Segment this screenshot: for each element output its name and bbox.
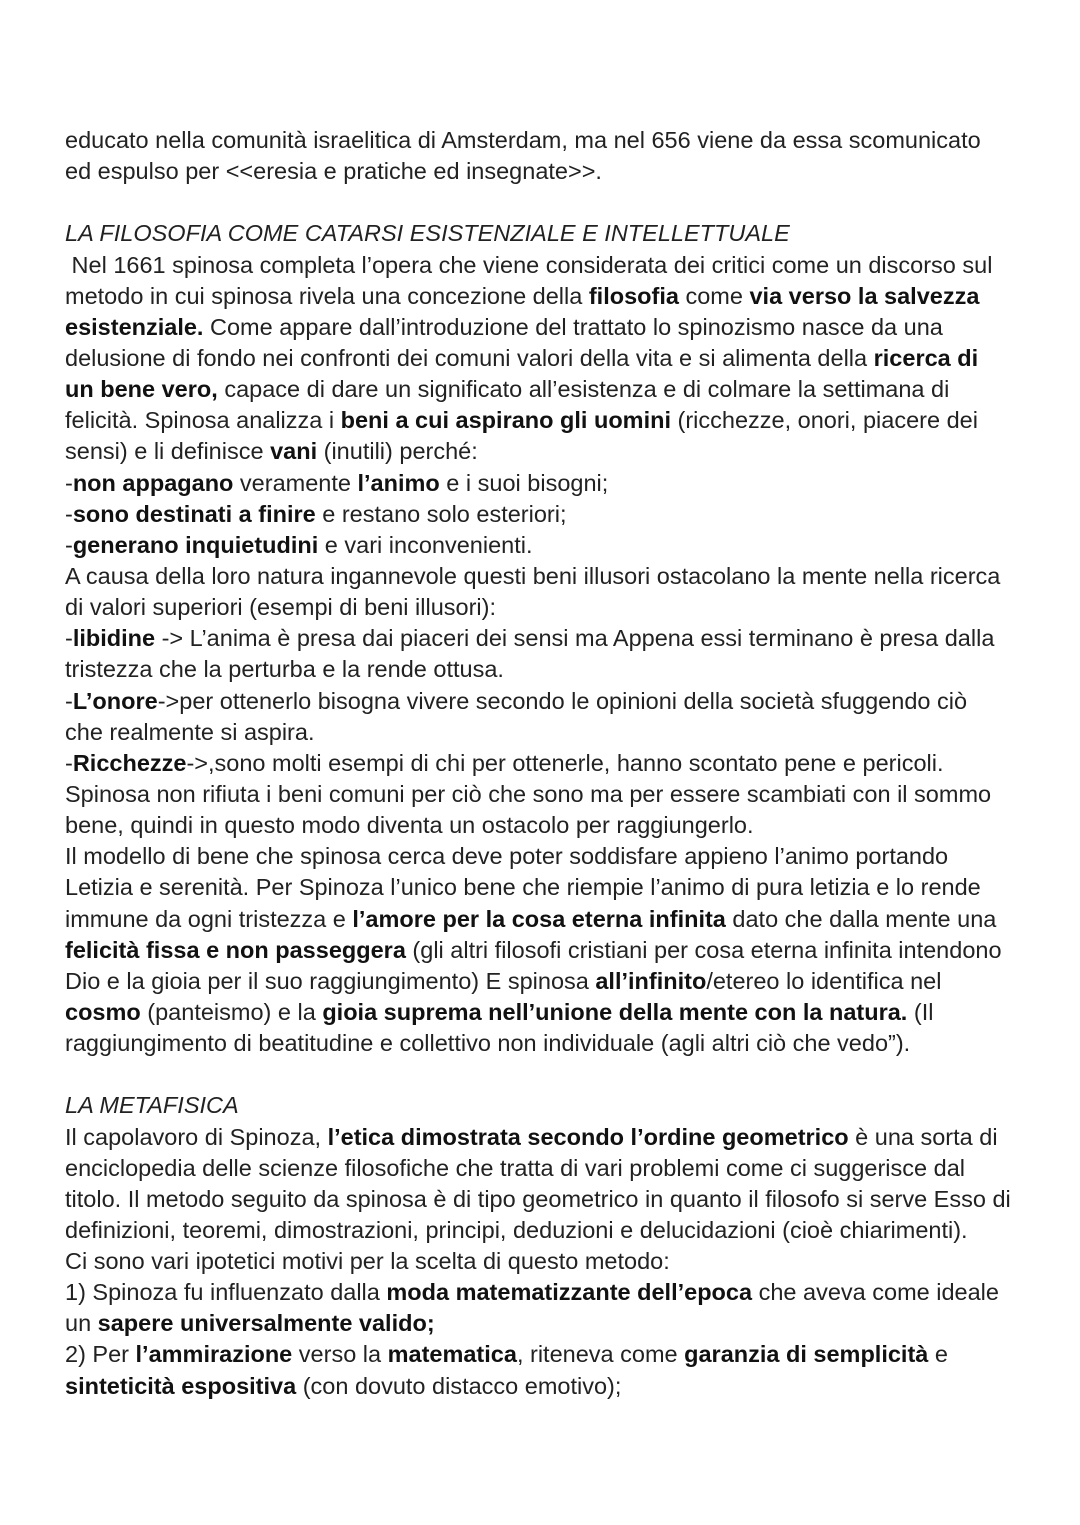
section-body — [65, 1122, 1055, 1402]
bold-text: gioia suprema nell’unione della mente con la natura. — [322, 998, 908, 1025]
text-line — [65, 561, 1055, 592]
text-line — [65, 997, 1055, 1028]
bold-text: sono destinati a finire — [72, 500, 316, 527]
text-span: - — [65, 469, 73, 496]
section-body — [65, 250, 1055, 1060]
bold-text: l’etica dimostrata secondo l’ordine geometrico — [327, 1123, 849, 1150]
text-span: - — [65, 500, 73, 527]
text-span: Letizia e serenità. Per Spinoza l’unico bene che riempie l’animo di pura letizia e lo rende — [65, 874, 981, 901]
text-span: - — [65, 749, 73, 776]
bold-text: generano inquietudini — [72, 531, 319, 558]
text-span: tristezza che la perturba e la rende ottusa. — [65, 656, 504, 683]
bold-text: l’amore per la cosa eterna infinita — [352, 905, 726, 932]
text-line — [65, 779, 1055, 810]
text-span: Il capolavoro di Spinoza, — [65, 1123, 328, 1150]
text-span: un — [65, 1310, 98, 1337]
text-span: veramente — [233, 469, 358, 496]
text-span: A causa della loro natura ingannevole questi beni illusori ostacolano la mente nella ricerca — [65, 562, 1001, 589]
text-span: dato che dalla mente una — [725, 905, 997, 932]
text-span: metodo in cui spinosa rivela una concezione della — [65, 282, 589, 309]
section-filosofia-catarsi — [65, 218, 1055, 1059]
text-span: (ricchezze, onori, piacere dei — [670, 407, 978, 434]
text-line — [65, 904, 1055, 935]
bold-text: felicità fissa e non passeggera — [65, 936, 406, 963]
text-span: Come appare dall’introduzione del trattato lo spinozismo nasce da una — [203, 313, 943, 340]
text-span: - — [65, 687, 73, 714]
bold-text: ricerca di — [873, 344, 979, 371]
text-line — [65, 374, 1055, 405]
bold-text: libidine — [72, 625, 156, 652]
bold-text: un bene vero, — [65, 376, 218, 403]
text-line — [65, 623, 1055, 654]
text-span: (gli altri filosofi cristiani per cosa eterna infinita intendono — [405, 936, 1002, 963]
text-span: -> L’anima è presa dai piaceri dei sensi ma Appena essi terminano è presa dalla — [155, 625, 995, 652]
text-span: definizioni, teoremi, dimostrazioni, principi, deduzioni e delucidazioni (cioè chiarimenti). — [65, 1216, 968, 1243]
text-line — [65, 312, 1055, 343]
text-line — [65, 125, 1055, 156]
text-span: e restano solo esteriori; — [315, 500, 567, 527]
bold-text: sapere universalmente valido; — [97, 1310, 435, 1337]
text-line — [65, 841, 1055, 872]
text-line — [65, 748, 1055, 779]
text-line — [65, 1153, 1055, 1184]
text-line — [65, 592, 1055, 623]
text-span: come — [678, 282, 750, 309]
bold-text: non appagano — [72, 469, 234, 496]
text-span: enciclopedia delle scienze filosofiche che tratta di vari problemi come ci suggerisce dal — [65, 1154, 965, 1181]
text-span: Spinosa non rifiuta i beni comuni per ciò che sono ma per essere scambiati con il sommo — [65, 780, 992, 807]
bold-text: esistenziale. — [65, 313, 204, 340]
text-line — [65, 530, 1055, 561]
text-line — [65, 1308, 1055, 1339]
text-span: e i suoi bisogni; — [439, 469, 609, 496]
text-line — [65, 436, 1055, 467]
text-span: delusione di fondo nei confronti dei comuni valori della vita e si alimenta della — [65, 344, 874, 371]
text-span: (inutili) perché: — [317, 438, 478, 465]
text-span: Ci sono vari ipotetici motivi per la scelta di questo metodo: — [65, 1248, 670, 1275]
text-span: (con dovuto distacco emotivo); — [296, 1372, 622, 1399]
text-line — [65, 499, 1055, 530]
bold-text: cosmo — [65, 998, 141, 1025]
text-line — [65, 1122, 1055, 1153]
text-span: (Il — [907, 998, 934, 1025]
text-line — [65, 1277, 1055, 1308]
text-span: sensi) e li definisce — [65, 438, 271, 465]
text-span: capace di dare un significato all’esistenza e di colmare la settimana di — [217, 376, 950, 403]
bold-text: l’animo — [357, 469, 440, 496]
text-line — [65, 810, 1055, 841]
bold-text: beni a cui aspirano gli uomini — [340, 407, 671, 434]
bold-text: moda matematizzante dell’epoca — [386, 1279, 753, 1306]
bold-text: vani — [270, 438, 318, 465]
text-line — [65, 250, 1055, 281]
text-span: Il modello di bene che spinosa cerca deve poter soddisfare appieno l’animo portando — [65, 843, 949, 870]
text-line — [65, 1184, 1055, 1215]
text-span: Nel 1661 spinosa completa l’opera che viene considerata dei critici come un discorso sul — [65, 251, 993, 278]
text-line — [65, 654, 1055, 685]
text-span: ->,sono molti esempi di chi per ottenerle, hanno scontato pene e pericoli. — [186, 749, 944, 776]
bold-text: sinteticità espositiva — [65, 1372, 297, 1399]
bold-text: filosofia — [588, 282, 679, 309]
bold-text: L’onore — [72, 687, 158, 714]
text-span: bene, quindi in questo modo diventa un ostacolo per raggiungerlo. — [65, 812, 754, 839]
text-span: di valori superiori (esempi di beni illusori): — [65, 594, 496, 621]
text-line — [65, 966, 1055, 997]
text-span: immune da ogni tristezza e — [65, 905, 353, 932]
section-heading: LA FILOSOFIA COME CATARSI ESISTENZIALE E INTELLETTUALE — [65, 220, 790, 247]
text-span: Dio e la gioia per il suo raggiungimento) E spinosa — [65, 967, 596, 994]
text-span: - — [65, 531, 73, 558]
text-line — [65, 405, 1055, 436]
text-span: che aveva come ideale — [752, 1279, 999, 1306]
text-line — [65, 872, 1055, 903]
bold-text: Ricchezze — [72, 749, 187, 776]
text-span: titolo. Il metodo seguito da spinosa è di tipo geometrico in quanto il filosofo si serve Esso di — [65, 1185, 1011, 1212]
text-span: raggiungimento di beatitudine e collettivo non individuale (agli altri ciò che vedo”). — [65, 1030, 911, 1057]
text-span: 2) Per — [65, 1341, 136, 1368]
text-span: 1) Spinoza fu influenzato dalla — [65, 1279, 387, 1306]
text-span: che realmente si aspira. — [65, 718, 315, 745]
text-line — [65, 1246, 1055, 1277]
bold-text: via verso la salvezza — [749, 282, 980, 309]
document-page — [65, 125, 1055, 1402]
text-line — [65, 1339, 1055, 1370]
text-line — [65, 343, 1055, 374]
text-line — [65, 1215, 1055, 1246]
text-span: , riteneva come — [516, 1341, 685, 1368]
text-span: e — [928, 1341, 948, 1368]
text-span: ->per ottenerlo bisogna vivere secondo le opinioni della società sfuggendo ciò — [157, 687, 968, 714]
text-line — [65, 1028, 1055, 1059]
section-heading: LA METAFISICA — [65, 1092, 239, 1119]
text-line — [65, 156, 1055, 187]
section-metafisica — [65, 1090, 1055, 1401]
text-span: (panteismo) e la — [140, 998, 323, 1025]
intro-text — [65, 125, 1055, 187]
text-span: educato nella comunità israelitica di Amsterdam, ma nel 656 viene da essa scomunicato — [65, 127, 981, 153]
text-line — [65, 468, 1055, 499]
bold-text: l’ammirazione — [135, 1341, 293, 1368]
text-line — [65, 281, 1055, 312]
text-span: felicità. Spinosa analizza i — [65, 407, 341, 434]
bold-text: matematica — [387, 1341, 517, 1368]
text-span: e vari inconvenienti. — [318, 531, 533, 558]
text-line — [65, 1371, 1055, 1402]
text-span: verso la — [292, 1341, 388, 1368]
text-line — [65, 717, 1055, 748]
text-line — [65, 686, 1055, 717]
text-span: ed espulso per <<eresia e pratiche ed insegnate>>. — [65, 158, 602, 185]
text-span: /etereo lo identifica nel — [706, 967, 942, 994]
text-line — [65, 935, 1055, 966]
bold-text: all’infinito — [595, 967, 707, 994]
text-span: è una sorta di — [848, 1123, 998, 1150]
text-span: - — [65, 625, 73, 652]
bold-text: garanzia di semplicità — [684, 1341, 929, 1368]
